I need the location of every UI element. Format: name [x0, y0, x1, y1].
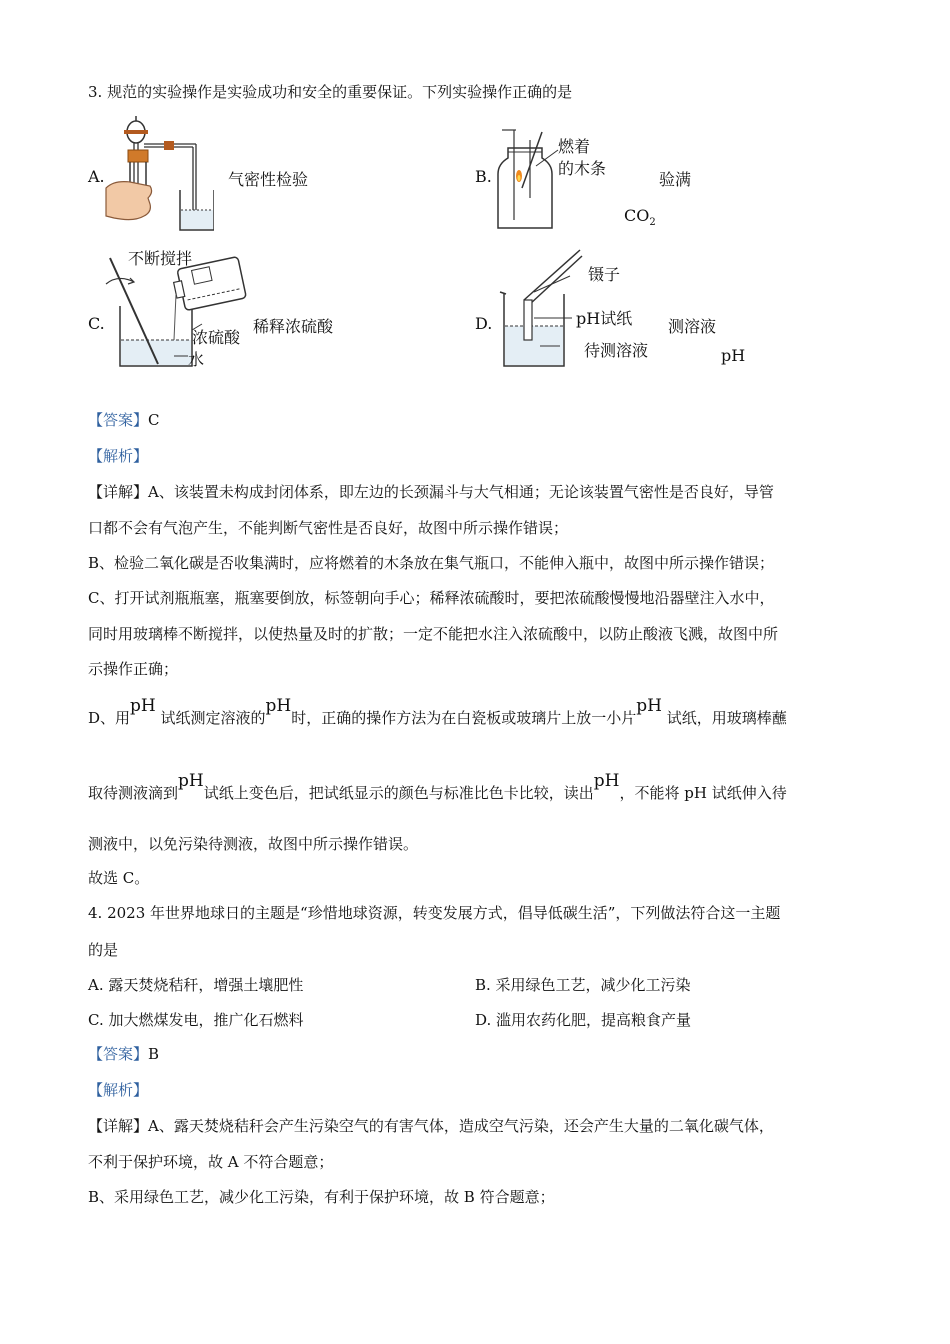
q4-analysis-tag: 【解析】	[88, 1081, 149, 1099]
q4-option-d: D. 滥用农药化肥，提高粮食产量	[475, 1011, 692, 1029]
q3-detail-c-3: 示操作正确；	[88, 660, 179, 678]
q3-detail-c-2: 同时用玻璃棒不断搅拌，以使热量及时的扩散；一定不能把水注入浓硫酸中，以防止酸液飞溅，故图中所	[88, 625, 779, 643]
q3-conclusion: 故选 C。	[88, 869, 150, 887]
q3-detail-d-3: 测液中，以免污染待测液，故图中所示操作错误。	[88, 835, 419, 853]
q3-detail-c-1: C、打开试剂瓶瓶塞，瓶塞要倒放，标签朝向手心；稀释浓硫酸时，要把浓硫酸慢慢地沿器壁注入水中，	[88, 589, 775, 607]
q3-detail-a-2: 口都不会有气泡产生，不能判断气密性是否良好，故图中所示操作错误；	[88, 519, 569, 537]
pointer-lines	[534, 140, 560, 170]
q3-d-ph: pH	[721, 346, 746, 365]
q3-detail-a-1: 【详解】A、该装置未构成封闭体系，即左边的长颈漏斗与大气相通；无论该装置气密性是否良好，导管	[88, 483, 774, 501]
q4-answer: 【答案】B	[88, 1045, 160, 1063]
q3-option-b-letter: B.	[475, 167, 492, 186]
q4-option-c: C. 加大燃煤发电，推广化石燃料	[88, 1011, 304, 1029]
q3-option-d-caption: 测溶液	[668, 317, 717, 336]
q4-option-a: A. 露天焚烧秸秆，增强土壤肥性	[88, 976, 304, 994]
q3-option-c-letter: C.	[88, 314, 105, 333]
ph-test-figure	[494, 246, 589, 372]
q3-option-b-caption: 验满	[659, 170, 692, 189]
co2-formula: $CO_2$	[624, 206, 656, 229]
q3-c-label-stir: 不断搅拌	[128, 249, 193, 268]
q4-detail-a-2: 不利于保护环境，故 A 不符合题意；	[88, 1153, 334, 1171]
q3-answer: 【答案】C	[88, 411, 160, 429]
q4-stem-2: 的是	[88, 941, 119, 959]
q3-b-label-stick: 的木条	[558, 159, 607, 178]
q3-option-d-letter: D.	[475, 314, 493, 333]
q3-option-c-caption: 稀释浓硫酸	[253, 317, 334, 336]
q3-detail-b: B、检验二氧化碳是否收集满时，应将燃着的木条放在集气瓶口，不能伸入瓶中，故图中所示操作错误；	[88, 554, 775, 572]
q3-b-label-burning: 燃着	[558, 137, 591, 156]
q3-c-label-water: 水	[188, 350, 205, 369]
q3-c-label-acid: 浓硫酸	[192, 328, 241, 347]
q3-d-label-paper: pH试纸	[576, 309, 633, 328]
q4-stem-1: 4. 2023 年世界地球日的主题是“珍惜地球资源，转变发展方式，倡导低碳生活”，下列做法符合这一主题	[88, 904, 781, 922]
q3-d-label-tweezers: 镊子	[588, 265, 621, 284]
q3-detail-d-1: D、用pH 试纸测定溶液的pH时，正确的操作方法为在白瓷板或玻璃片上放一小片pH 试纸，用玻璃棒蘸	[88, 696, 787, 727]
q3-option-a-letter: A.	[88, 167, 105, 186]
q3-d-label-solution: 待测溶液	[584, 341, 649, 360]
q3-option-a-caption: 气密性检验	[228, 170, 309, 189]
q4-detail-b: B、采用绿色工艺，减少化工污染，有利于保护环境，故 B 符合题意；	[88, 1188, 555, 1206]
q4-option-b: B. 采用绿色工艺，减少化工污染	[475, 976, 691, 994]
q3-stem: 3. 规范的实验操作是实验成功和安全的重要保证。下列实验操作正确的是	[88, 83, 573, 101]
airtightness-apparatus-figure	[104, 112, 214, 234]
q3-detail-d-2: 取待测液滴到pH试纸上变色后，把试纸显示的颜色与标准比色卡比较，读出pH，不能将 pH 试纸伸入待	[88, 771, 787, 802]
q4-detail-a-1: 【详解】A、露天焚烧秸秆会产生污染空气的有害气体，造成空气污染，还会产生大量的二氧化碳气体，	[88, 1117, 774, 1135]
q3-analysis-tag: 【解析】	[88, 447, 149, 465]
